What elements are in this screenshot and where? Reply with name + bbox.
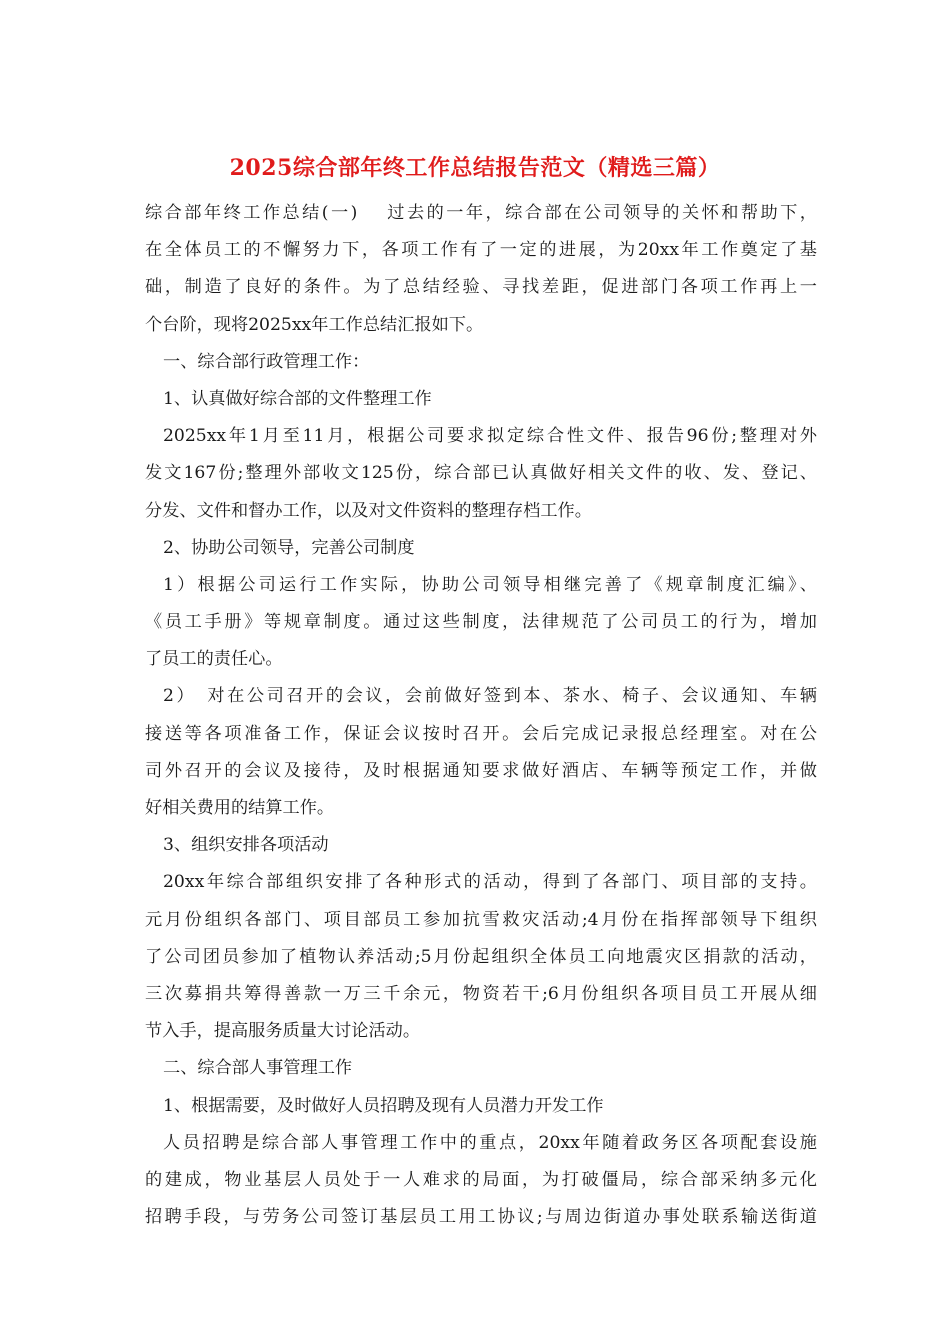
paragraph-line: 分发、文件和督办工作，以及对文件资料的整理存档工作。 — [145, 500, 592, 521]
paragraph-line: 了员工的责任心。 — [145, 649, 283, 670]
paragraph-line: 在全体员工的不懈努力下，各项工作有了一定的进展，为20xx年工作奠定了基 — [145, 240, 817, 261]
document-body — [145, 195, 817, 1236]
paragraph-line: 础，制造了良好的条件。为了总结经验、寻找差距，促进部门各项工作再上一 — [145, 277, 817, 298]
paragraph-line: 节入手，提高服务质量大讨论活动。 — [145, 1021, 421, 1042]
paragraph-line: 20xx年综合部组织安排了各种形式的活动，得到了各部门、项目部的支持。 — [163, 872, 817, 893]
subsection-heading: 1、根据需要，及时做好人员招聘及现有人员潜力开发工作 — [163, 1095, 604, 1116]
paragraph-line: 个台阶，现将2025xx年工作总结汇报如下。 — [145, 314, 484, 335]
paragraph-line: 好相关费用的结算工作。 — [145, 798, 335, 818]
paragraph-line: 的建成，物业基层人员处于一人难求的局面，为打破僵局，综合部采纳多元化 — [145, 1169, 817, 1190]
paragraph-line: 三次募捐共筹得善款一万三千余元，物资若干;6月份组织各项目员工开展从细 — [145, 983, 817, 1004]
paragraph-line: 元月份组织各部门、项目部员工参加抗雪救灾活动;4月份在指挥部领导下组织 — [145, 909, 817, 930]
paragraph-line: 招聘手段，与劳务公司签订基层员工用工协议;与周边街道办事处联系输送街道 — [145, 1207, 817, 1228]
paragraph-line: 了公司团员参加了植物认养活动;5月份起组织全体员工向地震灾区捐款的活动， — [145, 946, 817, 967]
paragraph-line: 综合部年终工作总结(一) 过去的一年，综合部在公司领导的关怀和帮助下， — [145, 203, 817, 223]
paragraph-line: 2025xx年1月至11月，根据公司要求拟定综合性文件、报告96份;整理对外 — [163, 426, 817, 447]
subsection-heading: 3、组织安排各项活动 — [163, 835, 329, 856]
paragraph-line: 1）根据公司运行工作实际，协助公司领导相继完善了《规章制度汇编》、 — [163, 574, 817, 595]
paragraph-line: 人员招聘是综合部人事管理工作中的重点，20xx年随着政务区各项配套设施 — [163, 1132, 817, 1153]
subsection-heading: 2、协助公司领导，完善公司制度 — [163, 537, 415, 558]
paragraph-line: 接送等各项准备工作，保证会议按时召开。会后完成记录报总经理室。对在公 — [145, 723, 817, 744]
paragraph-line: 司外召开的会议及接待，及时根据通知要求做好酒店、车辆等预定工作，并做 — [145, 760, 817, 781]
paragraph-line: 《员工手册》等规章制度。通过这些制度，法律规范了公司员工的行为，增加 — [145, 612, 817, 633]
paragraph-line: 2） 对在公司召开的会议，会前做好签到本、茶水、椅子、会议通知、车辆 — [163, 686, 817, 707]
paragraph-line: 发文167份;整理外部收文125份，综合部已认真做好相关文件的收、发、登记、 — [145, 463, 817, 484]
section-heading: 二、综合部人事管理工作 — [163, 1058, 353, 1079]
subsection-heading: 1、认真做好综合部的文件整理工作 — [163, 388, 432, 409]
document-title: 2025综合部年终工作总结报告范文（精选三篇） — [229, 155, 721, 181]
section-heading: 一、综合部行政管理工作： — [163, 351, 370, 372]
